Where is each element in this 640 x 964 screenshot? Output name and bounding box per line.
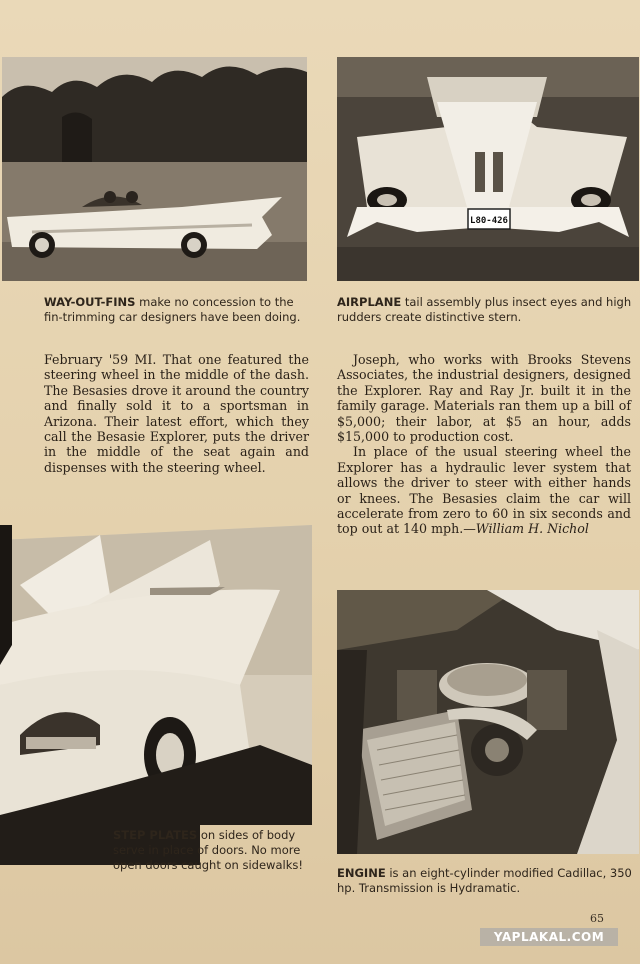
caption-text: is an eight-cylinder modified Cadillac, 350 hp. Transmission is Hydramatic.: [337, 866, 632, 895]
caption-text: on sides of body serve in place of doors. No more open doors caught on sidewalks!: [113, 828, 303, 872]
article-column-2: [337, 352, 631, 537]
caption-step-plates: [113, 828, 309, 873]
caption-lead: AIRPLANE: [337, 295, 402, 309]
site-watermark: YAPLAKAL.COM: [480, 928, 618, 946]
author-signature: William H. Nichol: [475, 521, 589, 537]
license-plate-text: L80-426: [470, 216, 508, 226]
caption-airplane: [337, 295, 633, 325]
caption-text: make no concession to the fin-trimming car designers have been doing.: [44, 295, 301, 324]
photo-car-rear-view: [337, 57, 639, 281]
article-column-1: [44, 352, 309, 475]
article-paragraph: Joseph, who works with Brooks Stevens Associates, the industrial designers, designed the Explorer. Ray and Ray Jr. built it in the family garage. Materials ran them up a bill of $5,000; their labor, at $5 an hour, adds $15,000 to production cost.: [337, 352, 631, 445]
caption-way-out-fins: [44, 295, 309, 325]
caption-engine: [337, 866, 633, 896]
caption-lead: ENGINE: [337, 866, 386, 880]
page-number: 65: [590, 912, 604, 925]
caption-text: tail assembly plus insect eyes and high rudders create distinctive stern.: [337, 295, 632, 324]
article-paragraph-closing: [337, 444, 631, 536]
caption-lead: WAY-OUT-FINS: [44, 295, 136, 309]
caption-lead: STEP PLATES: [113, 828, 198, 842]
photo-engine-bay: [337, 590, 639, 854]
photo-car-side-view: [2, 57, 307, 281]
photo-fins-closeup: [0, 525, 312, 865]
article-paragraph: February '59 MI. That one featured the steering wheel in the middle of the dash. The Besasies drove it around the country and finally sold it to a sportsman in Arizona. Their latest effort, which they call the Besasie Explorer, puts the driver in the middle of the seat again and dispenses with the steering wheel.: [44, 352, 309, 475]
article-text: In place of the usual steering wheel the Explorer has a hydraulic lever system that allows the driver to steer with either hands or knees. The Besasies claim the car will accelerate from zero to 60 in six seconds and top out at 140 mph.—: [337, 444, 631, 537]
